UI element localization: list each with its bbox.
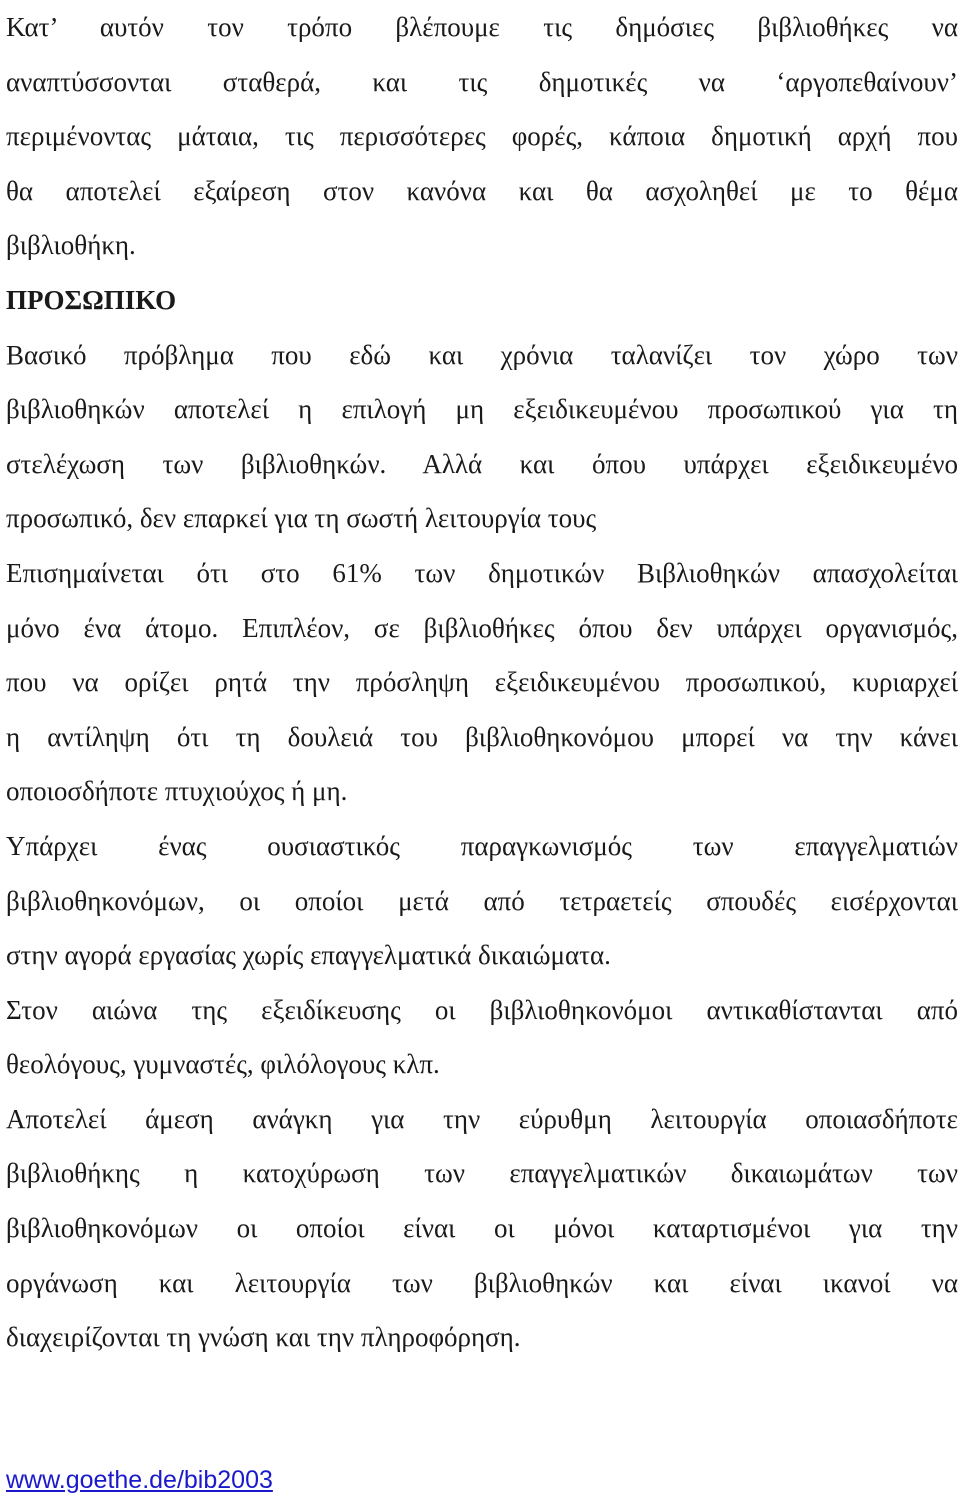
paragraph-line: βιβλιοθηκονόμων οι οποίοι είναι οι μόνοι καταρτισμένοι για την [6,1213,958,1244]
intro-line: Κατ’ αυτόν τον τρόπο βλέπουμε τις δημόσιες βιβλιοθήκες να [6,12,958,42]
paragraph-line: βιβλιοθήκης η κατοχύρωση των επαγγελματικών δικαιωμάτων των [6,1158,958,1189]
paragraph-line: οποιοσδήποτε πτυχιούχος ή μη. [6,776,348,807]
intro-line: αναπτύσσονται σταθερά, και τις δημοτικές να ‘αργοπεθαίνουν’ [6,66,958,97]
paragraph-line: θεολόγους, γυμναστές, φιλόλογους κλπ. [6,1049,440,1080]
paragraph-line: βιβλιοθηκών αποτελεί η επιλογή μη εξειδικευμένου προσωπικού για τη [6,394,958,425]
paragraph-line: Στον αιώνα της εξειδίκευσης οι βιβλιοθηκονόμοι αντικαθίστανται από [6,994,958,1025]
intro-line: βιβλιοθήκη. [6,230,136,261]
paragraph-line: διαχειρίζονται τη γνώση και την πληροφόρηση. [6,1322,521,1353]
paragraph-line: στην αγορά εργασίας χωρίς επαγγελματικά δικαιώματα. [6,940,611,971]
paragraph-line: Υπάρχει ένας ουσιαστικός παραγκωνισμός των επαγγελματιών [6,830,958,861]
document-page [6,0,958,1365]
paragraph-line: Επισημαίνεται ότι στο 61% των δημοτικών Βιβλιοθηκών απασχολείται [6,557,958,588]
source-link[interactable]: www.goethe.de/bib2003 [6,1466,273,1494]
staff-paragraph-5 [6,1092,958,1365]
section-heading: ΠΡΟΣΩΠΙΚΟ [6,284,177,315]
paragraph-line: που να ορίζει ρητά την πρόσληψη εξειδικευμένου προσωπικού, κυριαρχεί [6,667,958,698]
staff-paragraph-2 [6,546,958,819]
paragraph-line: βιβλιοθηκονόμων, οι οποίοι μετά από τετραετείς σπουδές εισέρχονται [6,885,958,916]
staff-paragraph-3 [6,819,958,983]
intro-line: θα αποτελεί εξαίρεση στον κανόνα και θα ασχοληθεί με το θέμα [6,175,958,206]
paragraph-line: Αποτελεί άμεση ανάγκη για την εύρυθμη λειτουργία οποιασδήποτε [6,1103,958,1134]
intro-line: περιμένοντας μάταια, τις περισσότερες φορές, κάποια δημοτική αρχή που [6,121,958,152]
paragraph-line: οργάνωση και λειτουργία των βιβλιοθηκών και είναι ικανοί να [6,1267,958,1298]
staff-paragraph-1 [6,328,958,546]
paragraph-line: μόνο ένα άτομο. Επιπλέον, σε βιβλιοθήκες όπου δεν υπάρχει οργανισμός, [6,612,958,643]
paragraph-line: προσωπικό, δεν επαρκεί για τη σωστή λειτουργία τους [6,503,597,534]
staff-paragraph-4 [6,983,958,1092]
paragraph-line: η αντίληψη ότι τη δουλειά του βιβλιοθηκονόμου μπορεί να την κάνει [6,721,958,752]
paragraph-line: στελέχωση των βιβλιοθηκών. Αλλά και όπου υπάρχει εξειδικευμένο [6,448,958,479]
paragraph-line: Βασικό πρόβλημα που εδώ και χρόνια ταλανίζει τον χώρο των [6,339,958,370]
intro-paragraph [6,0,958,273]
